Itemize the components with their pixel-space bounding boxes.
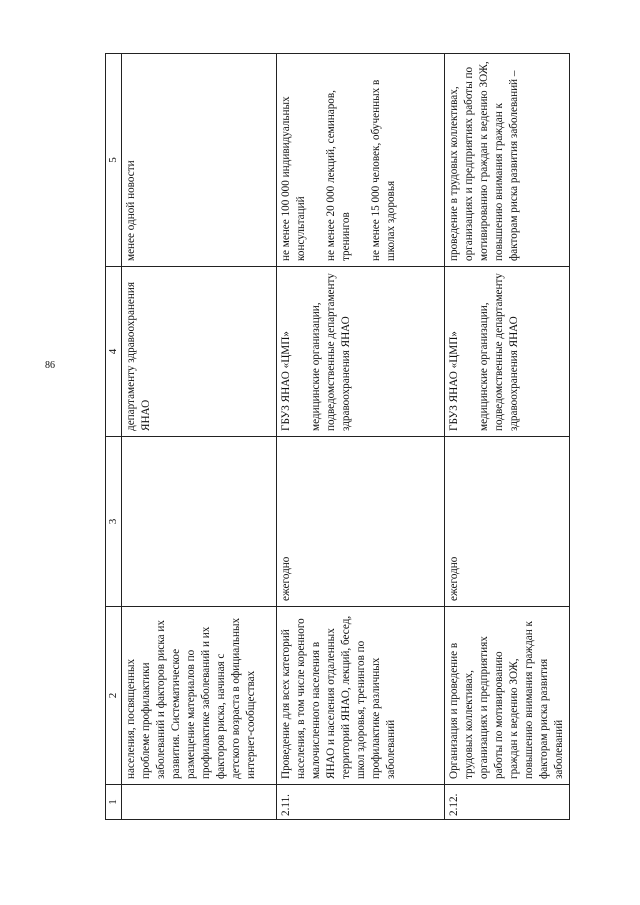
executor-cell [277, 267, 445, 437]
header-col-5: 5 [106, 54, 122, 267]
row-number: 2.12. [445, 785, 570, 820]
row-number [122, 785, 277, 820]
result-text: не менее 100 000 индивидуальных консультаций [280, 96, 307, 261]
executor-text: медицинские организации, подведомственные департаменту здравоохранения ЯНАО [310, 273, 352, 431]
result-text: менее одной новости [125, 160, 137, 261]
header-col-3: 3 [106, 437, 122, 607]
period-cell: ежегодно [445, 437, 570, 607]
result-cell [122, 54, 277, 267]
executor-text: ГБУЗ ЯНАО «ЦМП» [280, 331, 292, 431]
result-cell [277, 54, 445, 267]
activity-cell: Организация и проведение в трудовых коллективах, организациях и предприятиях работы по мотивированию граждан к ведению ЗОЖ, повышению внимания граждан к факторам риска развития заболеваний [445, 607, 570, 785]
page-number: 86 [45, 360, 55, 371]
table-row [445, 54, 570, 820]
executor-text: ГБУЗ ЯНАО «ЦМП» [448, 331, 460, 431]
header-col-1: 1 [106, 785, 122, 820]
executor-cell [122, 267, 277, 437]
executor-cell [445, 267, 570, 437]
table-row [277, 54, 445, 820]
period-cell: ежегодно [277, 437, 445, 607]
executor-text: медицинские организации, подведомственные департаменту здравоохранения ЯНАО [478, 273, 520, 431]
measures-table [105, 53, 570, 820]
result-text: не менее 15 000 человек, обученных в школах здоровья [370, 79, 397, 261]
result-text: не менее 20 000 лекций, семинаров, тренингов [325, 90, 352, 261]
header-row [106, 54, 122, 820]
activity-cell: населения, посвященных проблеме профилактики заболеваний и факторов риска их развития. Систематическое размещение материалов по профилактике заболеваний и их факторов риска, начиная с детского возраста в официальных интернет-сообществах [122, 607, 277, 785]
rotated-table-container [105, 54, 565, 820]
header-col-2: 2 [106, 607, 122, 785]
activity-cell: Проведение для всех категорий населения, в том числе коренного малочисленного населения в ЯНАО и населения отдаленных территорий ЯНАО, лекций, бесед, школ здоровья, тренингов по профилактике различных заболеваний [277, 607, 445, 785]
executor-text: департаменту здравоохранения ЯНАО [125, 281, 152, 431]
table-row [122, 54, 277, 820]
period-cell [122, 437, 277, 607]
result-cell [445, 54, 570, 267]
row-number: 2.11. [277, 785, 445, 820]
header-col-4: 4 [106, 267, 122, 437]
result-text: проведение в трудовых коллективах, организациях и предприятиях работы по мотивированию граждан к ведению ЗОЖ, повышению внимания граждан к факторам риска развития заболеваний – [448, 61, 520, 261]
